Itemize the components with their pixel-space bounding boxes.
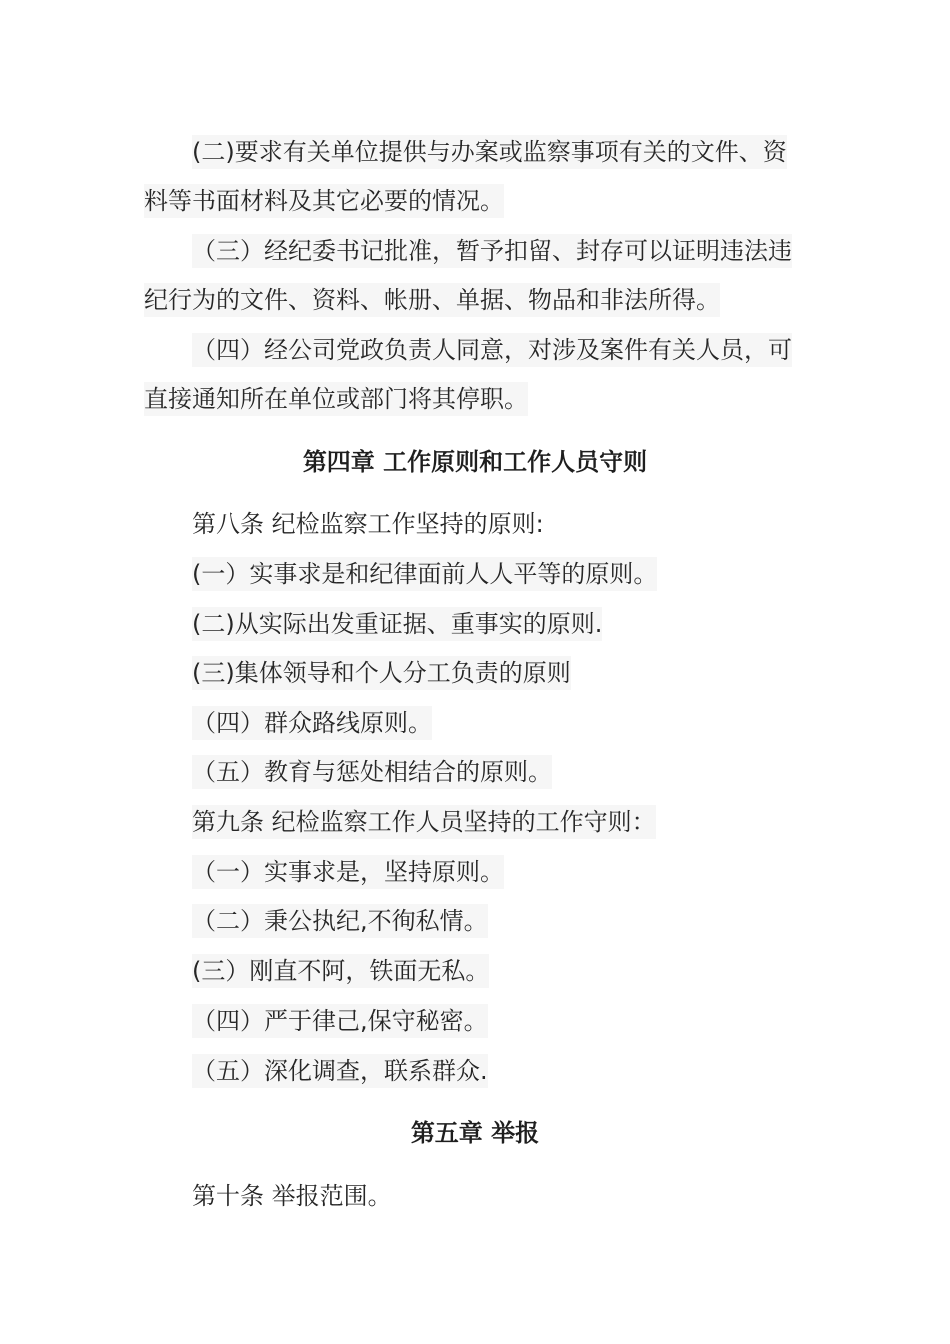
paragraph-line: (二)要求有关单位提供与办案或监察事项有关的文件、资: [192, 135, 787, 169]
list-item: （五）教育与惩处相结合的原则。: [192, 755, 552, 789]
list-item: （四）群众路线原则。: [192, 706, 432, 740]
list-item: (三）刚直不阿，铁面无私。: [192, 954, 489, 988]
list-item: (二)从实际出发重证据、重事实的原则.: [192, 607, 602, 641]
list-item: (一）实事求是和纪律面前人人平等的原则。: [192, 557, 657, 591]
list-item: （一）实事求是，坚持原则。: [192, 855, 504, 889]
list-item: （二）秉公执纪,不徇私情。: [192, 904, 488, 938]
paragraph-line: 纪行为的文件、资料、帐册、单据、物品和非法所得。: [144, 283, 720, 317]
list-item: (三)集体领导和个人分工负责的原则: [192, 656, 571, 690]
article-title: 第九条 纪检监察工作人员坚持的工作守则：: [192, 805, 656, 839]
article-title: 第十条 举报范围。: [192, 1182, 392, 1210]
paragraph-line: （四）经公司党政负责人同意，对涉及案件有关人员，可: [192, 333, 792, 367]
chapter-heading: 第四章 工作原则和工作人员守则: [302, 448, 648, 476]
chapter-heading: 第五章 举报: [410, 1119, 540, 1147]
list-item: （五）深化调查，联系群众.: [192, 1054, 488, 1088]
paragraph-line: 料等书面材料及其它必要的情况。: [144, 184, 504, 218]
list-item: （四）严于律己,保守秘密。: [192, 1004, 488, 1038]
paragraph-line: （三）经纪委书记批准，暂予扣留、封存可以证明违法违: [192, 234, 792, 268]
paragraph-line: 直接通知所在单位或部门将其停职。: [144, 382, 528, 416]
article-title: 第八条 纪检监察工作坚持的原则:: [192, 510, 544, 538]
